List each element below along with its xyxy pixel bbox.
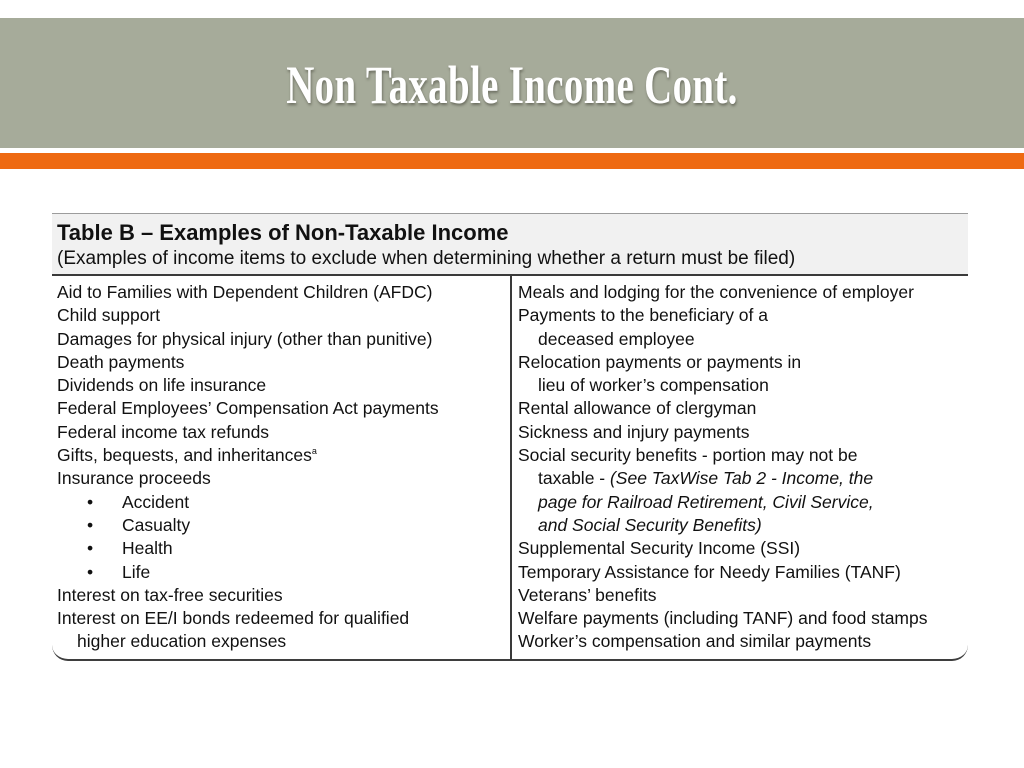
list-item: Social security benefits - portion may not be — [518, 445, 858, 466]
list-item: Death payments — [57, 351, 185, 372]
list-item: Payments to the beneficiary of a — [518, 305, 768, 326]
list-item-continuation: higher education expenses — [77, 631, 287, 652]
list-item-continuation: deceased employee — [538, 328, 695, 349]
table-b — [52, 213, 968, 661]
list-item: Aid to Families with Dependent Children (AFDC) — [57, 282, 433, 302]
list-item: Insurance proceeds — [57, 468, 211, 489]
list-item: Meals and lodging for the convenience of employer — [518, 282, 914, 302]
bullet-text: Casualty — [122, 514, 191, 535]
bullet-item — [57, 537, 507, 560]
list-item: Child support — [57, 305, 161, 326]
footnote-marker: a — [311, 446, 317, 457]
list-item: Damages for physical injury (other than punitive) — [57, 328, 433, 349]
table-title: Table B – Examples of Non-Taxable Income — [57, 220, 509, 245]
list-item: Welfare payments (including TANF) and food stamps — [518, 608, 928, 629]
list-item: Federal income tax refunds — [57, 421, 270, 442]
column-divider — [510, 276, 512, 660]
slide-title: Non Taxable Income Cont. — [286, 55, 738, 115]
list-item: Interest on tax-free securities — [57, 584, 283, 605]
bullet-item — [57, 514, 507, 537]
list-item: Relocation payments or payments in — [518, 351, 802, 372]
taxwise-note: (See TaxWise Tab 2 - Income, the — [609, 468, 874, 489]
bullet-item — [57, 491, 507, 514]
list-item: Sickness and injury payments — [518, 421, 750, 442]
taxwise-note: and Social Security Benefits) — [538, 514, 762, 535]
table-body — [52, 276, 968, 660]
list-item: Worker’s compensation and similar payments — [518, 631, 872, 652]
list-item: Temporary Assistance for Needy Families (TANF) — [518, 561, 901, 582]
taxable-prefix: taxable - — [538, 468, 610, 489]
accent-bar — [0, 153, 1024, 169]
left-column — [57, 281, 507, 654]
list-item: Interest on EE/I bonds redeemed for qualified — [57, 608, 410, 629]
bullet-text: Life — [122, 561, 151, 582]
bullet-icon: • — [87, 538, 94, 559]
right-column — [518, 281, 966, 654]
bullet-text: Accident — [122, 491, 190, 512]
table-subtitle: (Examples of income items to exclude when determining whether a return must be filed) — [57, 248, 796, 269]
list-item: Veterans’ benefits — [518, 584, 657, 605]
bullet-icon: • — [87, 561, 94, 582]
list-item — [57, 444, 507, 467]
bullet-item — [57, 561, 507, 584]
taxwise-note: page for Railroad Retirement, Civil Service, — [538, 491, 874, 512]
list-item: Supplemental Security Income (SSI) — [518, 538, 801, 559]
bullet-icon: • — [87, 491, 94, 512]
list-item: Dividends on life insurance — [57, 375, 267, 396]
list-item: Rental allowance of clergyman — [518, 398, 757, 419]
gifts-text: Gifts, bequests, and inheritances — [57, 445, 312, 466]
bullet-text: Health — [122, 538, 173, 559]
list-item: Federal Employees’ Compensation Act payments — [57, 398, 439, 419]
list-item-continuation — [518, 467, 966, 490]
table-header — [52, 214, 968, 276]
list-item-continuation: lieu of worker’s compensation — [538, 375, 769, 396]
bullet-icon: • — [87, 514, 94, 535]
